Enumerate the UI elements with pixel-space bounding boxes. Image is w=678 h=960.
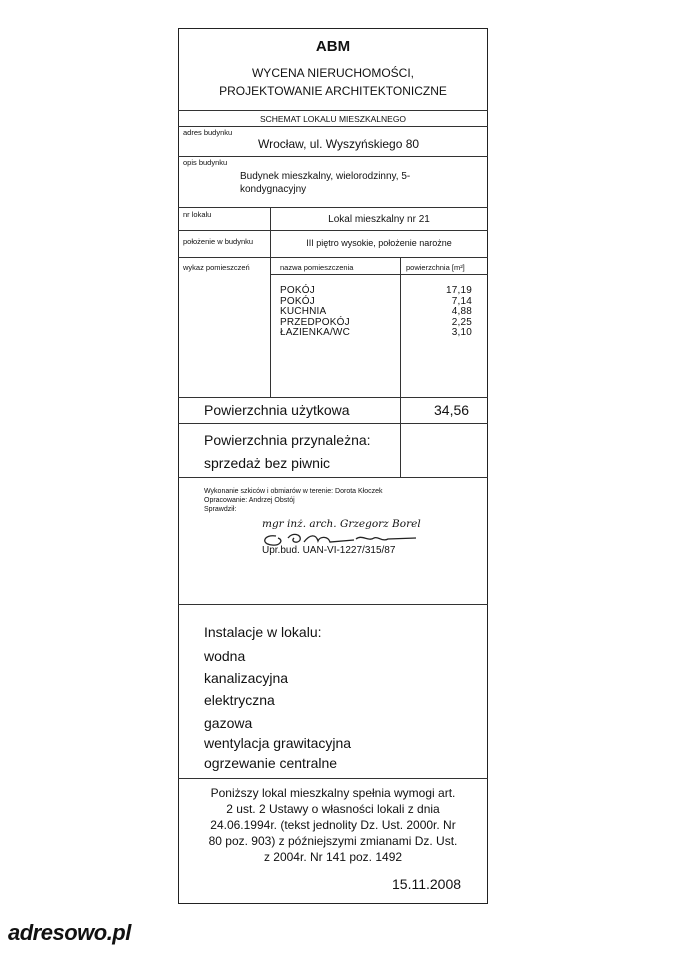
- divider: [178, 477, 488, 478]
- installation-item: elektryczna: [204, 692, 275, 708]
- divider: [400, 423, 401, 477]
- credits-line-3: Sprawdził:: [204, 506, 237, 513]
- description-line-2: kondygnacyjny: [240, 184, 307, 195]
- room-name: KUCHNIA: [280, 306, 327, 317]
- divider: [400, 397, 401, 423]
- company-line-1: WYCENA NIERUCHOMOŚCI,: [251, 66, 414, 80]
- divider: [178, 397, 488, 398]
- room-area: 3,10: [451, 327, 472, 338]
- installation-item: ogrzewanie centralne: [204, 755, 338, 771]
- room-name-header: nazwa pomieszczenia: [280, 263, 354, 272]
- installation-item: gazowa: [204, 715, 253, 731]
- divider: [270, 257, 271, 397]
- position-value: III piętro wysokie, położenie narożne: [306, 238, 452, 248]
- description-label: opis budynku: [183, 158, 228, 167]
- room-list: [280, 286, 350, 339]
- room-area: 7,14: [451, 295, 472, 307]
- divider: [178, 110, 488, 111]
- stamp-license: Upr.bud. UAN-VI-1227/315/87: [262, 545, 396, 556]
- room-name: PRZEDPOKÓJ: [280, 316, 350, 328]
- ancillary-area-value: sprzedaż bez piwnic: [204, 455, 331, 471]
- divider: [178, 257, 488, 258]
- usable-area-value: 34,56: [434, 402, 470, 418]
- installation-item: wentylacja grawitacyjna: [204, 735, 352, 751]
- installation-item: kanalizacyjna: [204, 670, 289, 686]
- legal-line-5: z 2004r. Nr 141 poz. 1492: [263, 850, 403, 864]
- divider: [178, 126, 488, 127]
- position-label: położenie w budynku: [183, 237, 254, 246]
- room-area: 4,88: [451, 306, 472, 317]
- document-date: 15.11.2008: [392, 876, 462, 892]
- company-name: ABM: [315, 38, 351, 55]
- unit-number-value: Lokal mieszkalny nr 21: [328, 214, 430, 225]
- divider: [178, 604, 488, 605]
- address-value: Wrocław, ul. Wyszyńskiego 80: [258, 137, 420, 151]
- legal-line-4: 80 poz. 903) z późniejszymi zmianami Dz. Ust.: [208, 834, 458, 848]
- room-area-header: powierzchnia [m²]: [406, 263, 465, 272]
- room-name: ŁAZIENKA/WC: [280, 327, 350, 338]
- credits-line-2: Opracowanie: Andrzej Obstój: [204, 497, 295, 504]
- company-line-2: PROJEKTOWANIE ARCHITEKTONICZNE: [219, 84, 447, 98]
- divider: [178, 778, 488, 779]
- description-line-1: Budynek mieszkalny, wielorodzinny, 5-: [240, 171, 411, 182]
- watermark-text: adresowo.pl: [8, 920, 131, 945]
- schema-title: SCHEMAT LOKALU MIESZKALNEGO: [259, 114, 407, 124]
- divider: [178, 423, 488, 424]
- divider: [178, 156, 488, 157]
- installation-item: wodna: [204, 648, 246, 664]
- room-area: 17,19: [445, 285, 472, 296]
- divider: [178, 230, 488, 231]
- divider: [178, 207, 488, 208]
- installations-title: Instalacje w lokalu:: [204, 624, 322, 640]
- legal-line-2: 2 ust. 2 Ustawy o własności lokali z dnia: [226, 802, 440, 816]
- unit-number-label: nr lokalu: [183, 210, 212, 219]
- room-area: 2,25: [451, 316, 472, 328]
- watermark-logo: [0, 912, 148, 954]
- legal-line-1: Poniższy lokal mieszkalny spełnia wymogi art.: [210, 786, 456, 800]
- ancillary-area-label: Powierzchnia przynależna:: [204, 432, 371, 448]
- room-name: POKÓJ: [280, 285, 315, 296]
- room-name: POKÓJ: [280, 295, 315, 307]
- stamp-name: mgr inż. arch. Grzegorz Borel: [262, 518, 421, 530]
- legal-line-3: 24.06.1994r. (tekst jednolity Dz. Ust. 2000r. Nr: [210, 818, 456, 832]
- address-label: adres budynku: [183, 128, 233, 137]
- credits-line-1: Wykonanie szkiców i obmiarów w terenie: Dorota Kłoczek: [204, 488, 383, 495]
- divider: [270, 274, 488, 275]
- room-area-list: [400, 286, 472, 339]
- usable-area-label: Powierzchnia użytkowa: [204, 402, 350, 418]
- rooms-column-label: wykaz pomieszczeń: [183, 263, 250, 272]
